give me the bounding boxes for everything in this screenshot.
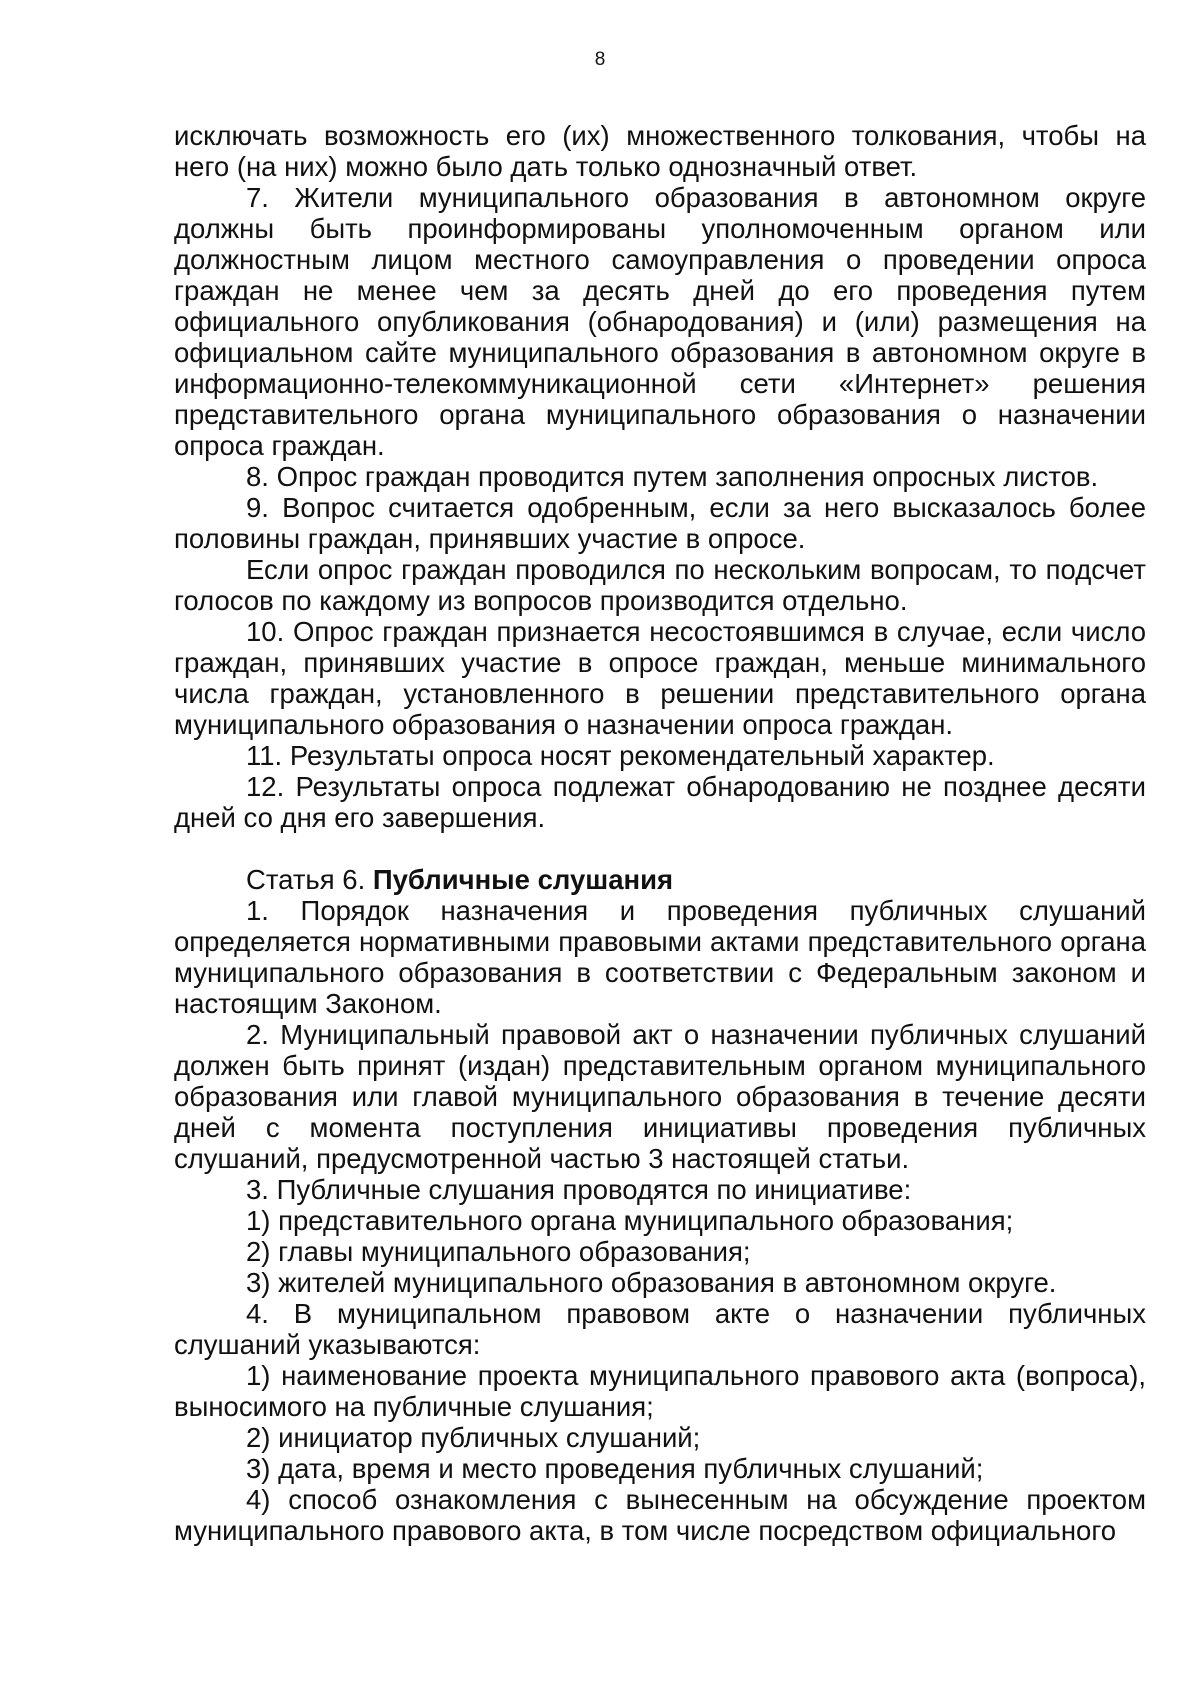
paragraph: 10. Опрос граждан признается несостоявшимся в случае, если число граждан, принявших участие в опросе граждан, меньше минимального числа граждан, установленного в решении представительного органа муниципального образования о назначении опроса граждан. <box>174 616 1146 740</box>
list-item: 3) дата, время и место проведения публичных слушаний; <box>246 1453 984 1484</box>
list-item: 4) способ ознакомления с вынесенным на обсуждение проектом муниципального правового акта, в том числе посредством официального <box>174 1484 1146 1546</box>
list-item: 2) главы муниципального образования; <box>246 1236 751 1267</box>
article-heading <box>174 864 1146 895</box>
page-number: 8 <box>594 49 606 70</box>
article-6 <box>174 864 1146 1546</box>
article-number: Статья 6. <box>246 864 373 895</box>
paragraph: 7. Жители муниципального образования в автономном округе должны быть проинформированы уполномоченным органом или должностным лицом местного самоуправления о проведении опроса граждан не менее чем за десять дней до его проведения путем официального опубликования (обнародования) и (или) размещения на официальном сайте муниципального образования в автономном округе в информационно-телекоммуникационной сети «Интернет» решения представительного органа муниципального образования о назначении опроса граждан. <box>174 182 1146 461</box>
paragraph: исключать возможность его (их) множественного толкования, чтобы на него (на них) можно было дать только однозначный ответ. <box>174 120 1146 182</box>
list-item: 1) представительного органа муниципального образования; <box>246 1205 1014 1236</box>
paragraph: 3. Публичные слушания проводятся по инициативе: <box>246 1174 912 1205</box>
paragraph: 11. Результаты опроса носят рекомендательный характер. <box>246 740 995 771</box>
paragraph: 4. В муниципальном правовом акте о назначении публичных слушаний указываются: <box>174 1298 1146 1360</box>
document-body <box>174 120 1146 1546</box>
paragraph: 12. Результаты опроса подлежат обнародованию не позднее десяти дней со дня его завершения. <box>174 771 1146 833</box>
paragraph: 2. Муниципальный правовой акт о назначении публичных слушаний должен быть принят (издан) представительным органом муниципального образования или главой муниципального образования в течение десяти дней с момента поступления инициативы проведения публичных слушаний, предусмотренной частью 3 настоящей статьи. <box>174 1019 1146 1174</box>
list-item: 1) наименование проекта муниципального правового акта (вопроса), выносимого на публичные слушания; <box>174 1360 1146 1422</box>
list-item: 3) жителей муниципального образования в автономном округе. <box>246 1267 1057 1298</box>
paragraph: 1. Порядок назначения и проведения публичных слушаний определяется нормативными правовыми актами представительного органа муниципального образования в соответствии с Федеральным законом и настоящим Законом. <box>174 895 1146 1019</box>
paragraph: 9. Вопрос считается одобренным, если за него высказалось более половины граждан, принявших участие в опросе. <box>174 492 1146 554</box>
section-gap <box>174 833 1146 864</box>
paragraph: Если опрос граждан проводился по нескольким вопросам, то подсчет голосов по каждому из вопросов производится отдельно. <box>174 554 1146 616</box>
article-title: Публичные слушания <box>372 864 674 895</box>
paragraph: 8. Опрос граждан проводится путем заполнения опросных листов. <box>246 461 1099 492</box>
list-item: 2) инициатор публичных слушаний; <box>246 1422 701 1453</box>
article-5-continuation <box>174 120 1146 833</box>
